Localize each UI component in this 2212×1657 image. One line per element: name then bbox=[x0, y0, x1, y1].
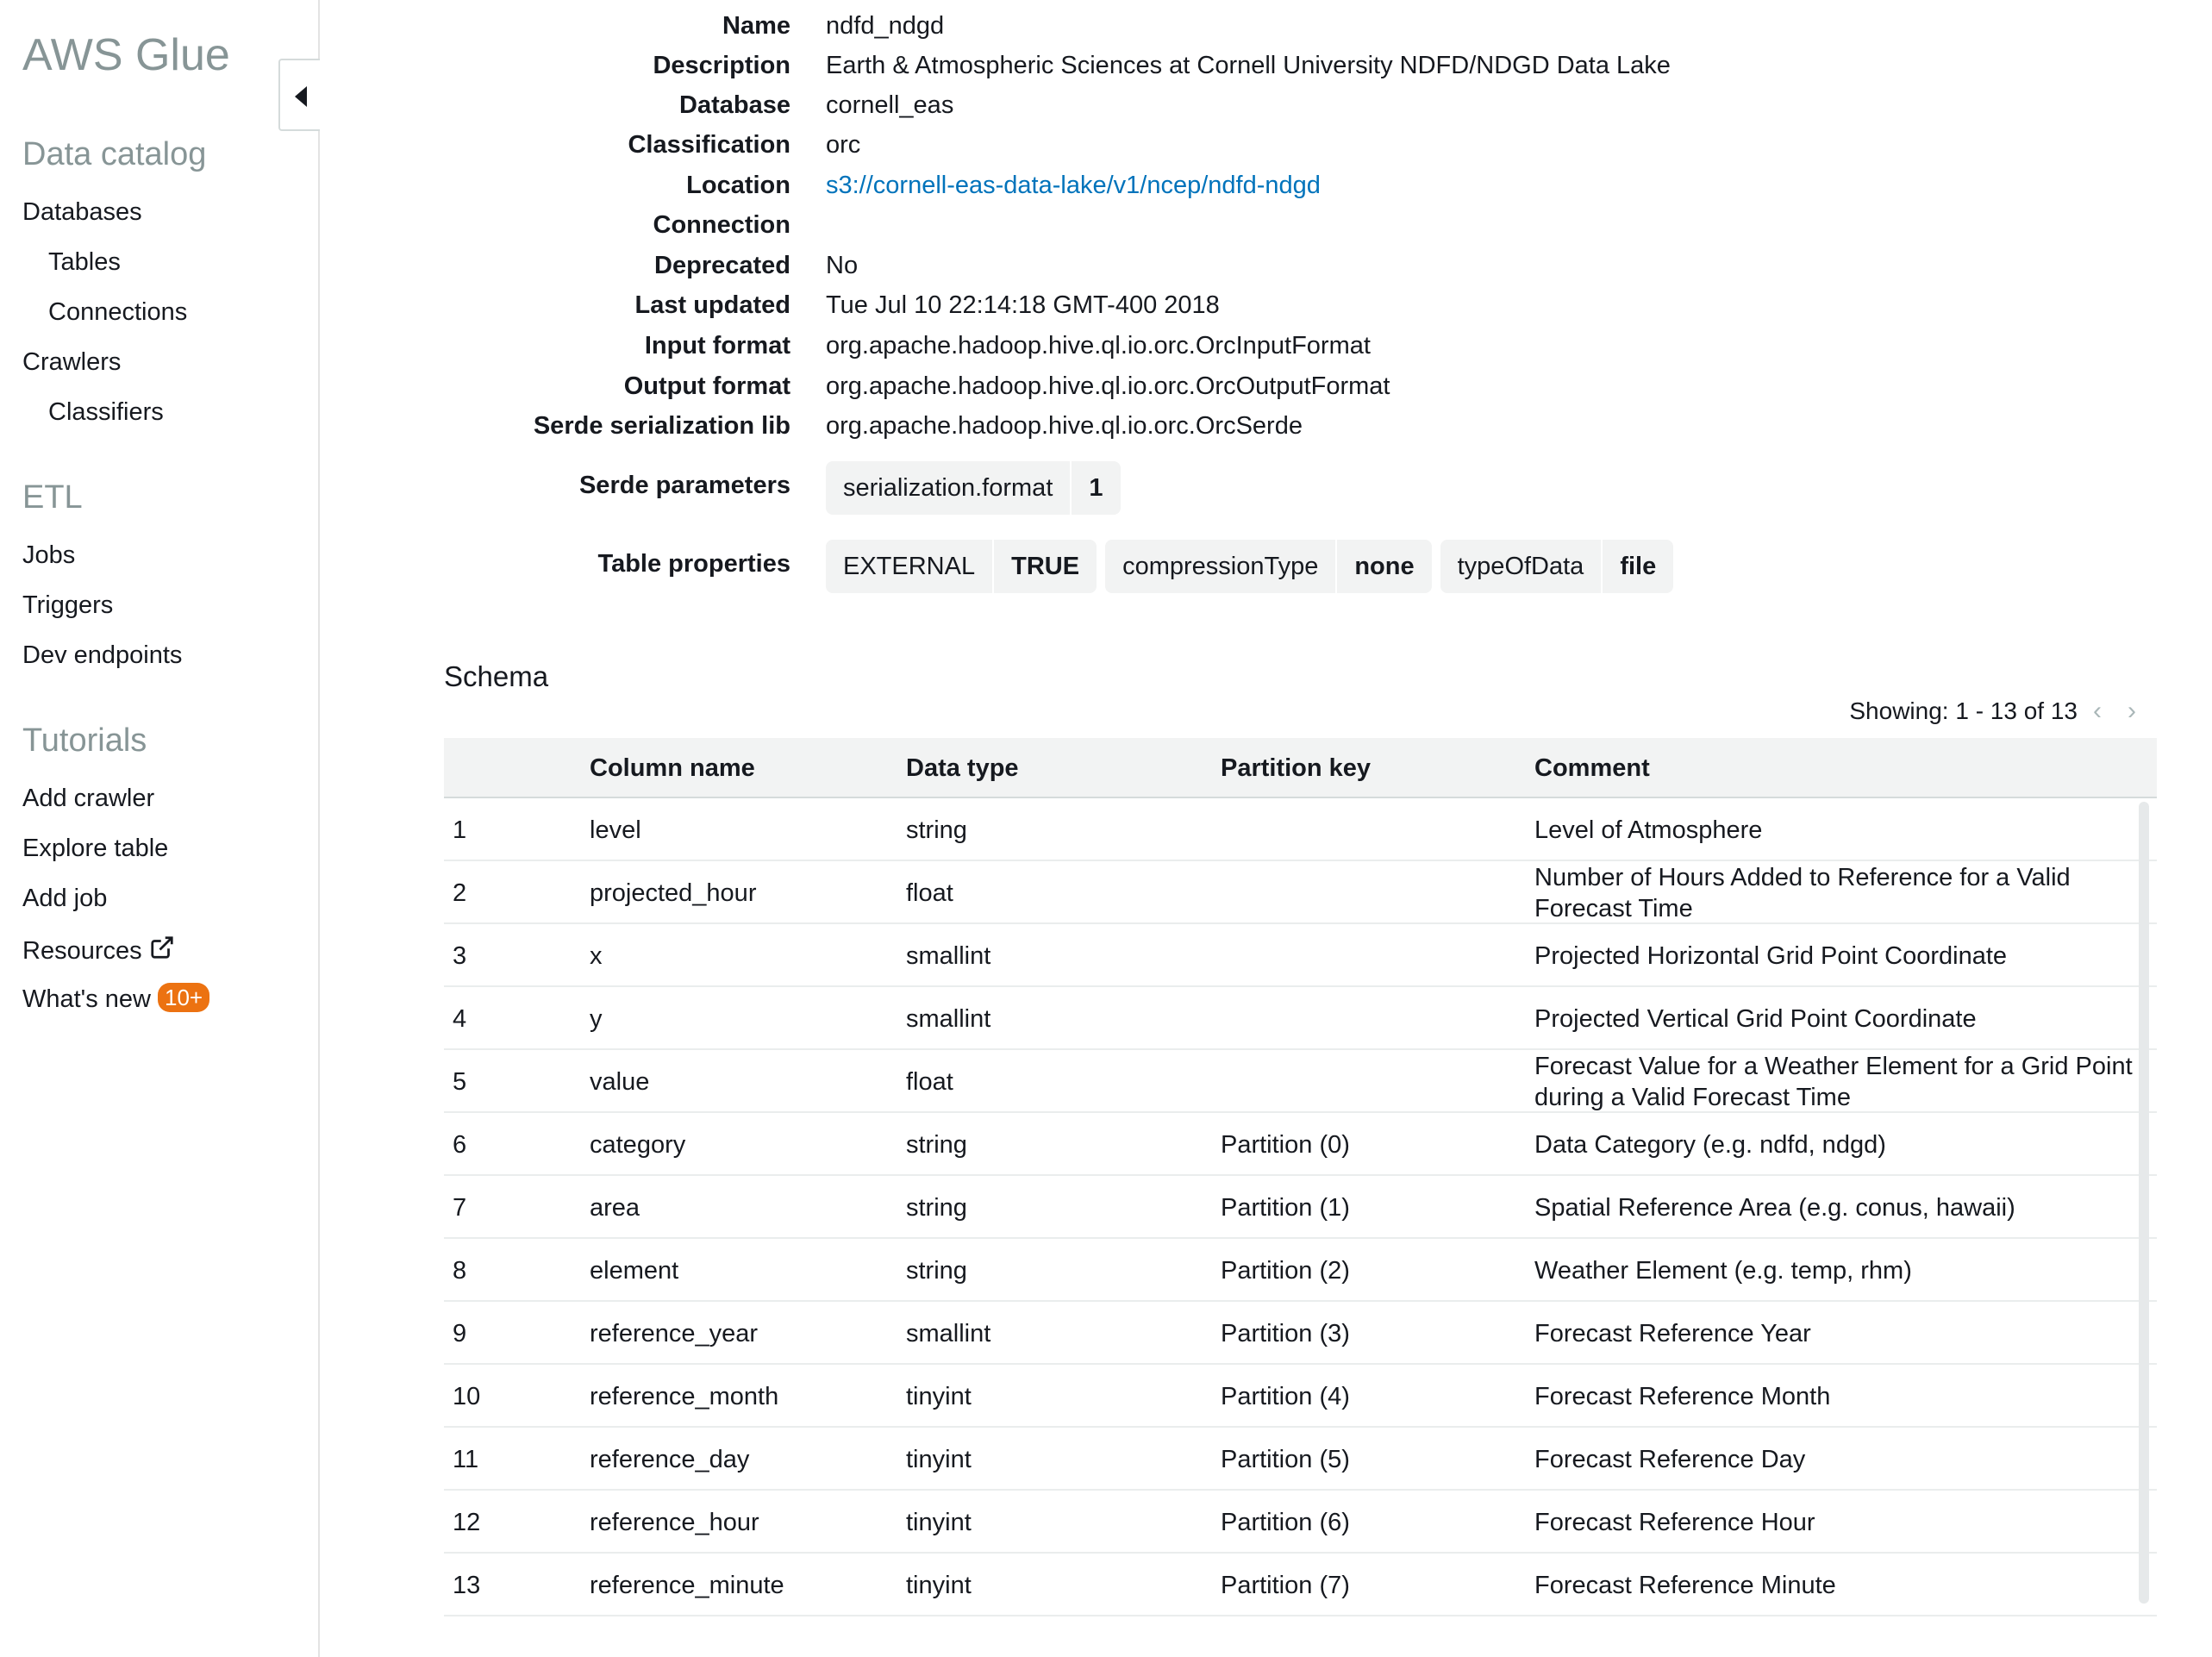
row-data-type: string bbox=[906, 1193, 967, 1222]
schema-title: Schema bbox=[444, 660, 549, 692]
column-header-comment[interactable]: Comment bbox=[1534, 754, 1650, 782]
table-scrollbar[interactable] bbox=[2139, 802, 2149, 1604]
detail-label-serde-parameters: Serde parameters bbox=[578, 472, 790, 499]
row-data-type: smallint bbox=[906, 1319, 991, 1347]
row-index: 9 bbox=[453, 1319, 467, 1347]
row-index: 10 bbox=[453, 1382, 481, 1410]
table-row[interactable] bbox=[444, 798, 2157, 861]
row-comment: Projected Vertical Grid Point Coordinate bbox=[1534, 1004, 1977, 1033]
row-partition-key: Partition (1) bbox=[1221, 1193, 1350, 1222]
chip-key: typeOfData bbox=[1440, 540, 1603, 593]
row-data-type: float bbox=[906, 879, 953, 907]
detail-value-last-updated: Tue Jul 10 22:14:18 GMT-400 2018 bbox=[826, 291, 1220, 319]
row-data-type: smallint bbox=[906, 1004, 991, 1033]
row-data-type: tinyint bbox=[906, 1571, 972, 1599]
row-column-name: reference_year bbox=[590, 1319, 759, 1347]
detail-value-output-format: org.apache.hadoop.hive.ql.io.orc.OrcOutputFormat bbox=[826, 372, 1390, 400]
detail-label-database: Database bbox=[679, 91, 790, 119]
row-data-type: string bbox=[906, 1130, 967, 1159]
row-comment: Data Category (e.g. ndfd, ndgd) bbox=[1534, 1130, 1886, 1159]
detail-value-input-format: org.apache.hadoop.hive.ql.io.orc.OrcInputFormat bbox=[826, 332, 1371, 360]
table-row[interactable] bbox=[444, 1365, 2157, 1428]
row-partition-key: Partition (5) bbox=[1221, 1445, 1350, 1473]
detail-value-deprecated: No bbox=[826, 252, 859, 279]
row-comment: Projected Horizontal Grid Point Coordinate bbox=[1534, 941, 2008, 970]
serde-parameters-list bbox=[826, 461, 1121, 515]
detail-label-output-format: Output format bbox=[623, 372, 790, 400]
external-link-icon bbox=[149, 935, 175, 960]
table-property-chip bbox=[1440, 540, 1674, 593]
row-data-type: tinyint bbox=[906, 1508, 972, 1536]
chip-key: EXTERNAL bbox=[826, 540, 994, 593]
nav-section-etl: ETL bbox=[22, 479, 83, 516]
row-index: 11 bbox=[453, 1445, 479, 1473]
whats-new-badge: 10+ bbox=[158, 983, 209, 1012]
row-index: 13 bbox=[453, 1571, 481, 1599]
sidebar-item-databases[interactable]: Databases bbox=[22, 198, 142, 226]
table-row[interactable] bbox=[444, 1554, 2157, 1616]
row-comment: Spatial Reference Area (e.g. conus, hawaii) bbox=[1534, 1193, 2015, 1222]
column-header-data-type[interactable]: Data type bbox=[906, 754, 1019, 782]
sidebar-item-jobs[interactable]: Jobs bbox=[22, 541, 76, 569]
table-row[interactable] bbox=[444, 1239, 2157, 1302]
sidebar-item-add-job[interactable]: Add job bbox=[22, 885, 108, 912]
table-row[interactable] bbox=[444, 1302, 2157, 1365]
row-index: 7 bbox=[453, 1193, 467, 1222]
row-index: 4 bbox=[453, 1004, 467, 1033]
location-link[interactable]: s3://cornell-eas-data-lake/v1/ncep/ndfd-ndgd bbox=[826, 172, 1321, 199]
table-row[interactable] bbox=[444, 1491, 2157, 1554]
row-index: 2 bbox=[453, 879, 467, 907]
table-body bbox=[444, 798, 2157, 1616]
row-column-name: element bbox=[590, 1256, 679, 1285]
caret-left-icon bbox=[295, 86, 307, 107]
table-row[interactable] bbox=[444, 1050, 2157, 1113]
detail-label-description: Description bbox=[653, 52, 790, 79]
row-index: 3 bbox=[453, 941, 467, 970]
row-data-type: float bbox=[906, 1067, 953, 1096]
sidebar-item-whats-new[interactable] bbox=[22, 983, 209, 1014]
chip-value: file bbox=[1620, 552, 1657, 580]
table-row[interactable] bbox=[444, 924, 2157, 987]
sidebar-item-add-crawler[interactable]: Add crawler bbox=[22, 785, 155, 812]
row-comment: Forecast Reference Month bbox=[1534, 1382, 1831, 1410]
row-index: 8 bbox=[453, 1256, 467, 1285]
row-column-name: y bbox=[590, 1004, 603, 1033]
row-column-name: reference_day bbox=[590, 1445, 750, 1473]
row-column-name: x bbox=[590, 941, 603, 970]
row-comment: Number of Hours Added to Reference for a Valid Forecast Time bbox=[1534, 863, 2071, 922]
sidebar-item-triggers[interactable]: Triggers bbox=[22, 591, 114, 619]
row-index: 6 bbox=[453, 1130, 467, 1159]
row-partition-key: Partition (7) bbox=[1221, 1571, 1350, 1599]
app-title[interactable]: AWS Glue bbox=[22, 30, 230, 80]
row-column-name: level bbox=[590, 816, 641, 844]
schema-table bbox=[444, 738, 2157, 1616]
detail-label-serde-lib: Serde serialization lib bbox=[533, 412, 790, 440]
detail-label-table-properties: Table properties bbox=[597, 550, 790, 578]
row-data-type: smallint bbox=[906, 941, 991, 970]
column-header-column-name[interactable]: Column name bbox=[590, 754, 755, 782]
row-comment: Forecast Reference Year bbox=[1534, 1319, 1811, 1347]
serde-parameter-chip bbox=[826, 461, 1121, 515]
row-data-type: string bbox=[906, 1256, 967, 1285]
row-partition-key: Partition (2) bbox=[1221, 1256, 1350, 1285]
row-column-name: category bbox=[590, 1130, 686, 1159]
row-index: 1 bbox=[453, 816, 467, 844]
sidebar bbox=[0, 0, 320, 1657]
row-column-name: value bbox=[590, 1067, 650, 1096]
chevron-right-icon[interactable]: › bbox=[2128, 697, 2136, 725]
detail-label-location: Location bbox=[686, 172, 790, 199]
detail-value-database: cornell_eas bbox=[826, 91, 954, 119]
detail-label-last-updated: Last updated bbox=[634, 291, 790, 319]
detail-label-name: Name bbox=[722, 12, 790, 40]
detail-value-name: ndfd_ndgd bbox=[826, 12, 945, 40]
row-column-name: reference_minute bbox=[590, 1571, 784, 1599]
sidebar-item-classifiers[interactable]: Classifiers bbox=[48, 398, 164, 426]
sidebar-item-crawlers[interactable]: Crawlers bbox=[22, 348, 122, 376]
chip-value: 1 bbox=[1089, 473, 1103, 502]
detail-value-description: Earth & Atmospheric Sciences at Cornell University NDFD/NDGD Data Lake bbox=[826, 52, 1671, 79]
row-column-name: reference_month bbox=[590, 1382, 779, 1410]
table-property-chip bbox=[1105, 540, 1432, 593]
row-index: 12 bbox=[453, 1508, 481, 1536]
row-comment: Forecast Reference Hour bbox=[1534, 1508, 1815, 1536]
table-property-chip bbox=[826, 540, 1097, 593]
nav-section-tutorials: Tutorials bbox=[22, 722, 147, 759]
row-comment: Forecast Reference Minute bbox=[1534, 1571, 1836, 1599]
row-column-name: projected_hour bbox=[590, 879, 757, 907]
row-column-name: reference_hour bbox=[590, 1508, 759, 1536]
row-data-type: tinyint bbox=[906, 1445, 972, 1473]
table-row[interactable] bbox=[444, 1428, 2157, 1491]
collapse-sidebar-button[interactable] bbox=[278, 59, 320, 131]
row-partition-key: Partition (4) bbox=[1221, 1382, 1350, 1410]
sidebar-item-tables[interactable]: Tables bbox=[48, 248, 121, 276]
table-row[interactable] bbox=[444, 1176, 2157, 1239]
pagination bbox=[1849, 697, 2146, 726]
row-partition-key: Partition (0) bbox=[1221, 1130, 1350, 1159]
chip-key: serialization.format bbox=[826, 461, 1072, 515]
detail-label-input-format: Input format bbox=[644, 332, 790, 360]
nav-section-data-catalog: Data catalog bbox=[22, 136, 207, 172]
row-comment: Forecast Value for a Weather Element for a Grid Point during a Valid Forecast Time bbox=[1534, 1052, 2133, 1111]
chip-value: TRUE bbox=[1011, 552, 1080, 580]
row-data-type: string bbox=[906, 816, 967, 844]
table-header bbox=[444, 738, 2157, 798]
row-index: 5 bbox=[453, 1067, 467, 1096]
column-header-partition-key[interactable]: Partition key bbox=[1221, 754, 1372, 782]
sidebar-item-dev-endpoints[interactable]: Dev endpoints bbox=[22, 641, 183, 669]
row-partition-key: Partition (3) bbox=[1221, 1319, 1350, 1347]
detail-value-serde-lib: org.apache.hadoop.hive.ql.io.orc.OrcSerde bbox=[826, 412, 1303, 440]
chip-value: none bbox=[1354, 552, 1415, 580]
detail-value-classification: orc bbox=[826, 131, 861, 159]
detail-label-classification: Classification bbox=[628, 131, 790, 159]
row-data-type: tinyint bbox=[906, 1382, 972, 1410]
sidebar-item-resources-label: Resources bbox=[22, 937, 142, 965]
table-row[interactable] bbox=[444, 861, 2157, 924]
detail-label-connection: Connection bbox=[653, 211, 790, 239]
sidebar-item-whats-new-label: What's new bbox=[22, 985, 151, 1013]
detail-label-deprecated: Deprecated bbox=[654, 252, 790, 279]
row-partition-key: Partition (6) bbox=[1221, 1508, 1350, 1536]
row-comment: Forecast Reference Day bbox=[1534, 1445, 1806, 1473]
row-comment: Level of Atmosphere bbox=[1534, 816, 1763, 844]
table-row[interactable] bbox=[444, 987, 2157, 1050]
table-row[interactable] bbox=[444, 1113, 2157, 1176]
sidebar-item-explore-table[interactable]: Explore table bbox=[22, 835, 169, 862]
sidebar-item-connections[interactable]: Connections bbox=[48, 298, 188, 326]
table-properties-list bbox=[826, 540, 1673, 593]
row-comment: Weather Element (e.g. temp, rhm) bbox=[1534, 1256, 1912, 1285]
row-column-name: area bbox=[590, 1193, 640, 1222]
sidebar-item-resources[interactable] bbox=[22, 935, 175, 966]
pagination-status: Showing: 1 - 13 of 13 bbox=[1849, 697, 2078, 724]
chip-key: compressionType bbox=[1105, 540, 1337, 593]
chevron-left-icon[interactable]: ‹ bbox=[2093, 697, 2102, 725]
